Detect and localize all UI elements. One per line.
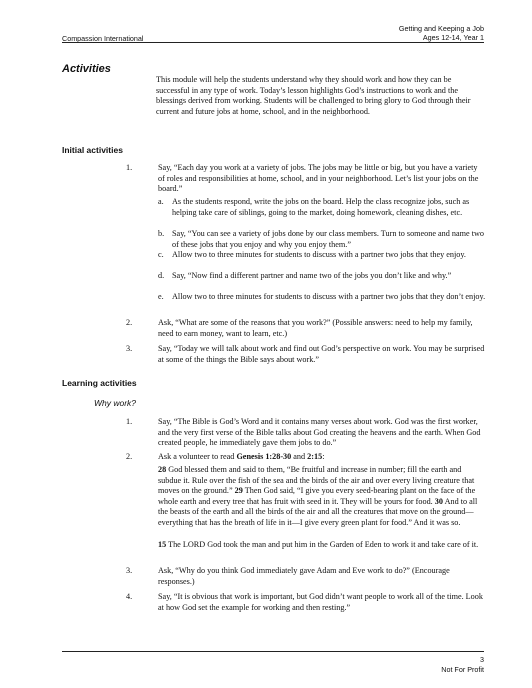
list-number: 3. <box>126 344 133 353</box>
list-item-text: Ask, “Why do you think God immediately gave Adam and Eve work to do?” (Encourage responses.) <box>158 566 450 586</box>
page-title: Activities <box>62 63 111 75</box>
scripture-passage: 28 God blessed them and said to them, “Be fruitful and increase in number; fill the earth and subdue it. Rule over the fish of the sea and the birds of the air and over every living creature that moves on the ground.” 29 Then God said, “I give you every seed-bearing plant on the face of the whole earth and every tree that has fruit with seed in it. They will be yours for food. 30 And to all the beasts of the earth and all the birds of the air and all the creatures that move on the ground—everything that has the breath of life in it—I give every green plant for food.” And it was so. <box>158 465 478 527</box>
list-item-text: Say, “Each day you work at a variety of jobs. The jobs may be little or big, but you have a variety of roles and responsibilities at home, school, and in your neighborhood. Let’s list your jobs on the board.” <box>158 163 479 194</box>
sub-item-text: Say, “You can see a variety of jobs done by our class members. Turn to someone and name two of these jobs that you enjoy and why you enjoy them.” <box>172 229 484 249</box>
scripture-reference: Genesis 1:28-30 <box>236 452 292 461</box>
sub-item-text: As the students respond, write the jobs on the board. Help the class recognize jobs, such as helping take care of siblings, going to the market, doing homework, cleaning dishes, etc. <box>172 197 470 217</box>
why-work-subheading: Why work? <box>94 398 137 408</box>
verse-number: 28 <box>158 465 167 474</box>
sub-letter: b. <box>158 229 165 238</box>
verse-number: 15 <box>158 540 167 549</box>
scripture-passage: 15 The LORD God took the man and put him in the Garden of Eden to work it and take care of it. <box>158 540 479 549</box>
page-number: 3 <box>480 655 484 664</box>
age-range: Ages 12-14, Year 1 <box>422 32 484 42</box>
intro-paragraph: This module will help the students understand why they should work and how they can be successful in any type of work. Today’s lesson highlights God’s instructions to work and the blessings derived from working. Students will be challenged to bring glory to God through their current and future jobs at home, school, and in the neighborhood. <box>156 75 471 116</box>
initial-activities-heading: Initial activities <box>62 145 123 155</box>
footer-note: Not For Profit <box>441 665 484 674</box>
sub-item-text: Allow two to three minutes for students to discuss with a partner two jobs that they don’t enjoy. <box>172 292 486 301</box>
reading-instruction: Ask a volunteer to read Genesis 1:28-30 and 2:15: <box>158 452 325 461</box>
header-right <box>399 25 484 42</box>
list-number: 2. <box>126 452 133 461</box>
list-item-text: Say, “It is obvious that work is important, but God didn’t want people to work all of the time. Look at how God set the example for working and then resting.” <box>158 592 483 612</box>
list-number: 1. <box>126 163 133 172</box>
verse-number: 30 <box>434 496 443 506</box>
learning-activities-heading: Learning activities <box>62 378 137 388</box>
list-number: 2. <box>126 318 133 327</box>
sub-letter: c. <box>158 250 164 259</box>
sub-letter: d. <box>158 271 165 280</box>
list-number: 3. <box>126 566 133 575</box>
header-divider <box>62 42 484 43</box>
doc-title: Getting and Keeping a Job <box>398 24 484 33</box>
scripture-reference: 2:15 <box>307 452 323 461</box>
list-number: 4. <box>126 592 133 601</box>
list-item-text: Say, “The Bible is God’s Word and it contains many verses about work. God was the first worker, and the very first verse of the Bible talks about God creating the heavens and the earth. When God created people, he immediately gave them jobs to do.” <box>158 417 481 448</box>
sub-letter: e. <box>158 292 164 301</box>
footer-divider <box>62 651 484 652</box>
org-name: Compassion International <box>62 33 144 43</box>
list-item-text: Ask, “What are some of the reasons that you work?” (Possible answers: need to help my family, need to earn money, want to learn, etc.) <box>158 318 473 338</box>
list-item-text: Say, “Today we will talk about work and find out God’s perspective on work. You may be surprised at some of the things the Bible says about work.” <box>158 344 485 364</box>
sub-letter: a. <box>158 197 164 206</box>
sub-item-text: Say, “Now find a different partner and name two of the jobs you don’t like and why.” <box>172 271 452 280</box>
sub-item-text: Allow two to three minutes for students to discuss with a partner two jobs that they enjoy. <box>172 250 466 259</box>
list-number: 1. <box>126 417 133 426</box>
verse-number: 29 <box>234 486 243 496</box>
